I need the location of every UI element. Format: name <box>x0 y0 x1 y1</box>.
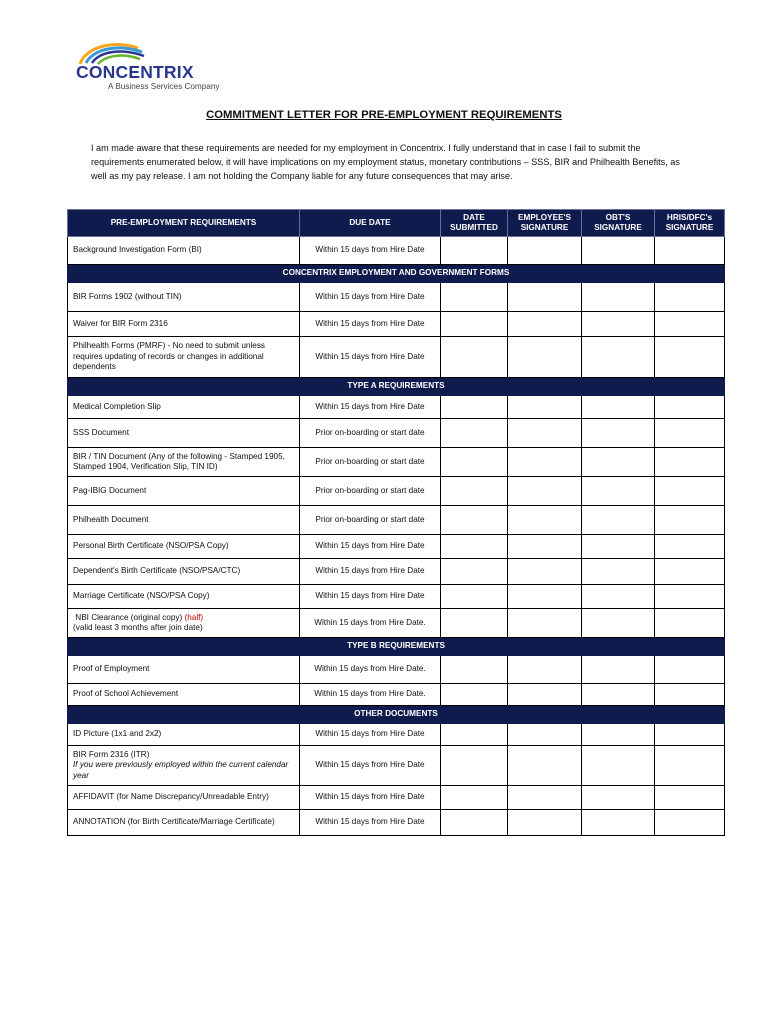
date-submitted-cell[interactable] <box>441 419 508 448</box>
hris-signature-cell[interactable] <box>655 535 725 559</box>
table-row <box>68 810 725 836</box>
employee-signature-cell[interactable] <box>508 786 582 810</box>
requirement-note-red: (half) <box>184 612 204 622</box>
requirement-subtext: If you were previously employed within the current calendar year <box>73 760 289 780</box>
obt-signature-cell[interactable] <box>582 448 655 477</box>
section-header-row <box>68 378 725 396</box>
requirement-name: BIR Forms 1902 (without TIN) <box>68 283 300 312</box>
requirement-subtext: (valid least 3 months after join date) <box>73 623 203 632</box>
due-date-cell: Within 15 days from Hire Date <box>300 237 441 265</box>
obt-signature-cell[interactable] <box>582 506 655 535</box>
requirements-table <box>67 209 725 836</box>
table-row <box>68 609 725 638</box>
requirement-name: Dependent's Birth Certificate (NSO/PSA/CTC) <box>68 559 300 585</box>
obt-signature-cell[interactable] <box>582 609 655 638</box>
date-submitted-cell[interactable] <box>441 609 508 638</box>
due-date-cell: Prior on-boarding or start date <box>300 506 441 535</box>
date-submitted-cell[interactable] <box>441 535 508 559</box>
section-label: OTHER DOCUMENTS <box>68 706 725 724</box>
obt-signature-cell[interactable] <box>582 585 655 609</box>
due-date-cell: Within 15 days from Hire Date. <box>300 684 441 706</box>
requirement-name: Philhealth Forms (PMRF) - No need to submit unless requires updating of records or changes in additional dependents <box>68 337 300 378</box>
due-date-cell: Prior on-boarding or start date <box>300 448 441 477</box>
date-submitted-cell[interactable] <box>441 337 508 378</box>
date-submitted-cell[interactable] <box>441 746 508 786</box>
due-date-cell: Within 15 days from Hire Date <box>300 396 441 419</box>
requirement-name: Proof of School Achievement <box>68 684 300 706</box>
obt-signature-cell[interactable] <box>582 724 655 746</box>
due-date-cell: Within 15 days from Hire Date <box>300 786 441 810</box>
due-date-cell: Within 15 days from Hire Date <box>300 810 441 836</box>
obt-signature-cell[interactable] <box>582 810 655 836</box>
table-header-row <box>68 210 725 237</box>
document-title: COMMITMENT LETTER FOR PRE-EMPLOYMENT REQUIREMENTS <box>206 109 562 121</box>
requirement-name: Pag-IBIG Document <box>68 477 300 506</box>
due-date-cell: Within 15 days from Hire Date. <box>300 656 441 684</box>
hris-signature-cell[interactable] <box>655 448 725 477</box>
hris-signature-cell[interactable] <box>655 810 725 836</box>
logo-name: CONCENTRIX <box>76 62 194 82</box>
requirement-name <box>68 609 300 638</box>
obt-signature-cell[interactable] <box>582 283 655 312</box>
requirement-title: NBI Clearance (original copy) <box>75 612 183 622</box>
employee-signature-cell[interactable] <box>508 419 582 448</box>
due-date-cell: Within 15 days from Hire Date. <box>300 609 441 638</box>
employee-signature-cell[interactable] <box>508 609 582 638</box>
date-submitted-cell[interactable] <box>441 724 508 746</box>
due-date-cell: Within 15 days from Hire Date <box>300 337 441 378</box>
table-row <box>68 559 725 585</box>
obt-signature-cell[interactable] <box>582 656 655 684</box>
due-date-cell: Prior on-boarding or start date <box>300 419 441 448</box>
hris-signature-cell[interactable] <box>655 746 725 786</box>
due-date-cell: Within 15 days from Hire Date <box>300 283 441 312</box>
employee-signature-cell[interactable] <box>508 810 582 836</box>
obt-signature-cell[interactable] <box>582 312 655 337</box>
table-row <box>68 237 725 265</box>
table-row <box>68 283 725 312</box>
section-header-row <box>68 638 725 656</box>
table-row <box>68 535 725 559</box>
requirement-name: Personal Birth Certificate (NSO/PSA Copy) <box>68 535 300 559</box>
employee-signature-cell[interactable] <box>508 477 582 506</box>
employee-signature-cell[interactable] <box>508 684 582 706</box>
table-row <box>68 477 725 506</box>
header-employee-signature: EMPLOYEE'S SIGNATURE <box>508 210 582 237</box>
obt-signature-cell[interactable] <box>582 337 655 378</box>
hris-signature-cell[interactable] <box>655 684 725 706</box>
requirement-name: Background Investigation Form (BI) <box>68 237 300 265</box>
table-row <box>68 448 725 477</box>
obt-signature-cell[interactable] <box>582 477 655 506</box>
section-label: TYPE A REQUIREMENTS <box>68 378 725 396</box>
requirement-name: SSS Document <box>68 419 300 448</box>
employee-signature-cell[interactable] <box>508 506 582 535</box>
hris-signature-cell[interactable] <box>655 786 725 810</box>
hris-signature-cell[interactable] <box>655 559 725 585</box>
hris-signature-cell[interactable] <box>655 396 725 419</box>
table-row <box>68 786 725 810</box>
date-submitted-cell[interactable] <box>441 312 508 337</box>
hris-signature-cell[interactable] <box>655 656 725 684</box>
section-header-row <box>68 706 725 724</box>
obt-signature-cell[interactable] <box>582 746 655 786</box>
requirement-name: BIR / TIN Document (Any of the following - Stamped 1905, Stamped 1904, Verification Slip, TIN ID) <box>68 448 300 477</box>
requirement-name: ID Picture (1x1 and 2x2) <box>68 724 300 746</box>
date-submitted-cell[interactable] <box>441 810 508 836</box>
header-requirements: PRE-EMPLOYMENT REQUIREMENTS <box>68 210 300 237</box>
employee-signature-cell[interactable] <box>508 283 582 312</box>
requirement-name: Marriage Certificate (NSO/PSA Copy) <box>68 585 300 609</box>
employee-signature-cell[interactable] <box>508 535 582 559</box>
due-date-cell: Within 15 days from Hire Date <box>300 559 441 585</box>
obt-signature-cell[interactable] <box>582 419 655 448</box>
date-submitted-cell[interactable] <box>441 477 508 506</box>
obt-signature-cell[interactable] <box>582 237 655 265</box>
hris-signature-cell[interactable] <box>655 312 725 337</box>
hris-signature-cell[interactable] <box>655 724 725 746</box>
table-row <box>68 724 725 746</box>
requirement-name <box>68 746 300 786</box>
table-row <box>68 506 725 535</box>
employee-signature-cell[interactable] <box>508 396 582 419</box>
requirement-name: ANNOTATION (for Birth Certificate/Marriage Certificate) <box>68 810 300 836</box>
table-row <box>68 746 725 786</box>
date-submitted-cell[interactable] <box>441 684 508 706</box>
employee-signature-cell[interactable] <box>508 585 582 609</box>
due-date-cell: Within 15 days from Hire Date <box>300 724 441 746</box>
due-date-cell: Within 15 days from Hire Date <box>300 746 441 786</box>
employee-signature-cell[interactable] <box>508 724 582 746</box>
table-row <box>68 656 725 684</box>
header-due-date: DUE DATE <box>300 210 441 237</box>
requirement-name: AFFIDAVIT (for Name Discrepancy/Unreadable Entry) <box>68 786 300 810</box>
hris-signature-cell[interactable] <box>655 477 725 506</box>
section-label: CONCENTRIX EMPLOYMENT AND GOVERNMENT FORMS <box>68 265 725 283</box>
hris-signature-cell[interactable] <box>655 506 725 535</box>
due-date-cell: Prior on-boarding or start date <box>300 477 441 506</box>
date-submitted-cell[interactable] <box>441 656 508 684</box>
header-hris-signature: HRIS/DFC's SIGNATURE <box>655 210 725 237</box>
hris-signature-cell[interactable] <box>655 283 725 312</box>
intro-paragraph: I am made aware that these requirements are needed for my employment in Concentrix. I fully understand that in case I fail to submit the requirements enumerated below, it will have implications on my employment status, monetary contributions – SSS, BIR and Philhealth Benefits, as well as my pay release. I am not holding the Company liable for any future consequences that may arise. <box>91 143 680 182</box>
hris-signature-cell[interactable] <box>655 237 725 265</box>
requirement-name: Waiver for BIR Form 2316 <box>68 312 300 337</box>
employee-signature-cell[interactable] <box>508 448 582 477</box>
obt-signature-cell[interactable] <box>582 396 655 419</box>
logo-tagline: A Business Services Company <box>108 82 220 91</box>
due-date-cell: Within 15 days from Hire Date <box>300 535 441 559</box>
date-submitted-cell[interactable] <box>441 559 508 585</box>
hris-signature-cell[interactable] <box>655 585 725 609</box>
date-submitted-cell[interactable] <box>441 506 508 535</box>
obt-signature-cell[interactable] <box>582 535 655 559</box>
employee-signature-cell[interactable] <box>508 559 582 585</box>
employee-signature-cell[interactable] <box>508 656 582 684</box>
header-obt-signature: OBT'S SIGNATURE <box>582 210 655 237</box>
table-row <box>68 312 725 337</box>
requirement-title: BIR Form 2316 (ITR) <box>73 749 150 759</box>
date-submitted-cell[interactable] <box>441 786 508 810</box>
concentrix-logo <box>76 38 246 94</box>
requirement-name: Proof of Employment <box>68 656 300 684</box>
date-submitted-cell[interactable] <box>441 448 508 477</box>
hris-signature-cell[interactable] <box>655 609 725 638</box>
date-submitted-cell[interactable] <box>441 585 508 609</box>
obt-signature-cell[interactable] <box>582 684 655 706</box>
table-body <box>68 237 725 836</box>
employee-signature-cell[interactable] <box>508 337 582 378</box>
table-row <box>68 684 725 706</box>
section-label: TYPE B REQUIREMENTS <box>68 638 725 656</box>
date-submitted-cell[interactable] <box>441 237 508 265</box>
hris-signature-cell[interactable] <box>655 337 725 378</box>
section-header-row <box>68 265 725 283</box>
requirement-name: Philhealth Document <box>68 506 300 535</box>
obt-signature-cell[interactable] <box>582 786 655 810</box>
obt-signature-cell[interactable] <box>582 559 655 585</box>
employee-signature-cell[interactable] <box>508 746 582 786</box>
requirement-name: Medical Completion Slip <box>68 396 300 419</box>
due-date-cell: Within 15 days from Hire Date <box>300 585 441 609</box>
employee-signature-cell[interactable] <box>508 237 582 265</box>
header-date-submitted: DATE SUBMITTED <box>441 210 508 237</box>
table-row <box>68 337 725 378</box>
table-row <box>68 419 725 448</box>
hris-signature-cell[interactable] <box>655 419 725 448</box>
date-submitted-cell[interactable] <box>441 396 508 419</box>
table-row <box>68 585 725 609</box>
table-row <box>68 396 725 419</box>
employee-signature-cell[interactable] <box>508 312 582 337</box>
date-submitted-cell[interactable] <box>441 283 508 312</box>
due-date-cell: Within 15 days from Hire Date <box>300 312 441 337</box>
